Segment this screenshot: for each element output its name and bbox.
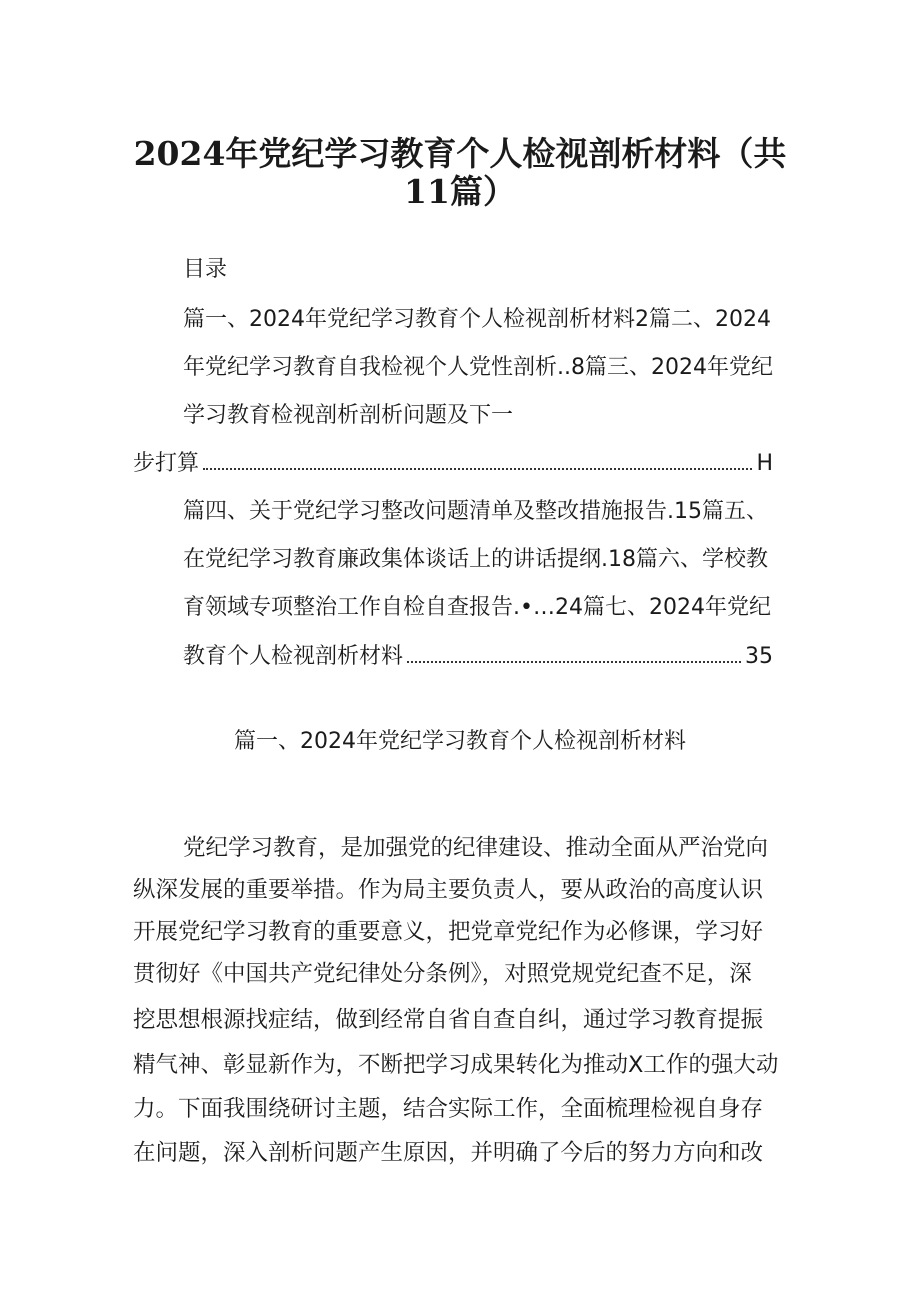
body-line: 党纪学习教育，是加强党的纪律建设、推动全面从严治党向 (183, 835, 769, 861)
dot-leader (203, 468, 752, 470)
toc-line: 年党纪学习教育自我检视个人党性剖析..8篇三、2024年党纪 (183, 355, 773, 380)
body-line: 开展党纪学习教育的重要意义，把党章党纪作为必修课，学习好 (133, 919, 764, 945)
toc-line: 在党纪学习教育廉政集体谈话上的讲话提纲.18篇六、学校教 (183, 547, 768, 572)
toc-entry-with-leader (133, 449, 773, 479)
document-title-line-1: 2024年党纪学习教育个人检视剖析材料（共 (133, 134, 787, 173)
toc-entry-text: 步打算 (133, 451, 200, 476)
body-line: 精气神、彰显新作为，不断把学习成果转化为推动X工作的强大动 (133, 1052, 779, 1078)
toc-line: 篇四、关于党纪学习整改问题清单及整改措施报告.15篇五、 (183, 499, 768, 524)
toc-line: 育领域专项整治工作自检自查报告.•…24篇七、2024年党纪 (183, 595, 771, 620)
body-line: 在问题，深入剖析问题产生原因，并明确了今后的努力方向和改 (133, 1140, 764, 1166)
toc-line: 学习教育检视剖析剖析问题及下一 (183, 403, 514, 428)
document-title-line-2: 11篇） (404, 172, 516, 211)
section-title: 篇一、2024年党纪学习教育个人检视剖析材料 (234, 729, 686, 754)
toc-line: 篇一、2024年党纪学习教育个人检视剖析材料2篇二、2024 (183, 307, 771, 332)
toc-entry-with-leader (183, 642, 773, 672)
body-line: 纵深发展的重要举措。作为局主要负责人，要从政治的高度认识 (133, 877, 764, 903)
body-line: 力。下面我围绕研讨主题，结合实际工作，全面梳理检视自身存 (133, 1096, 764, 1122)
toc-heading: 目录 (183, 257, 228, 282)
body-line: 贯彻好《中国共产党纪律处分条例》，对照党规党纪查不足，深 (133, 961, 752, 987)
toc-entry-text: 教育个人检视剖析材料 (183, 644, 404, 669)
toc-entry-page: 35 (745, 644, 773, 669)
body-line: 挖思想根源找症结，做到经常自省自查自纠，通过学习教育提振 (133, 1007, 764, 1033)
toc-entry-page: H (756, 451, 773, 476)
dot-leader (407, 661, 741, 663)
